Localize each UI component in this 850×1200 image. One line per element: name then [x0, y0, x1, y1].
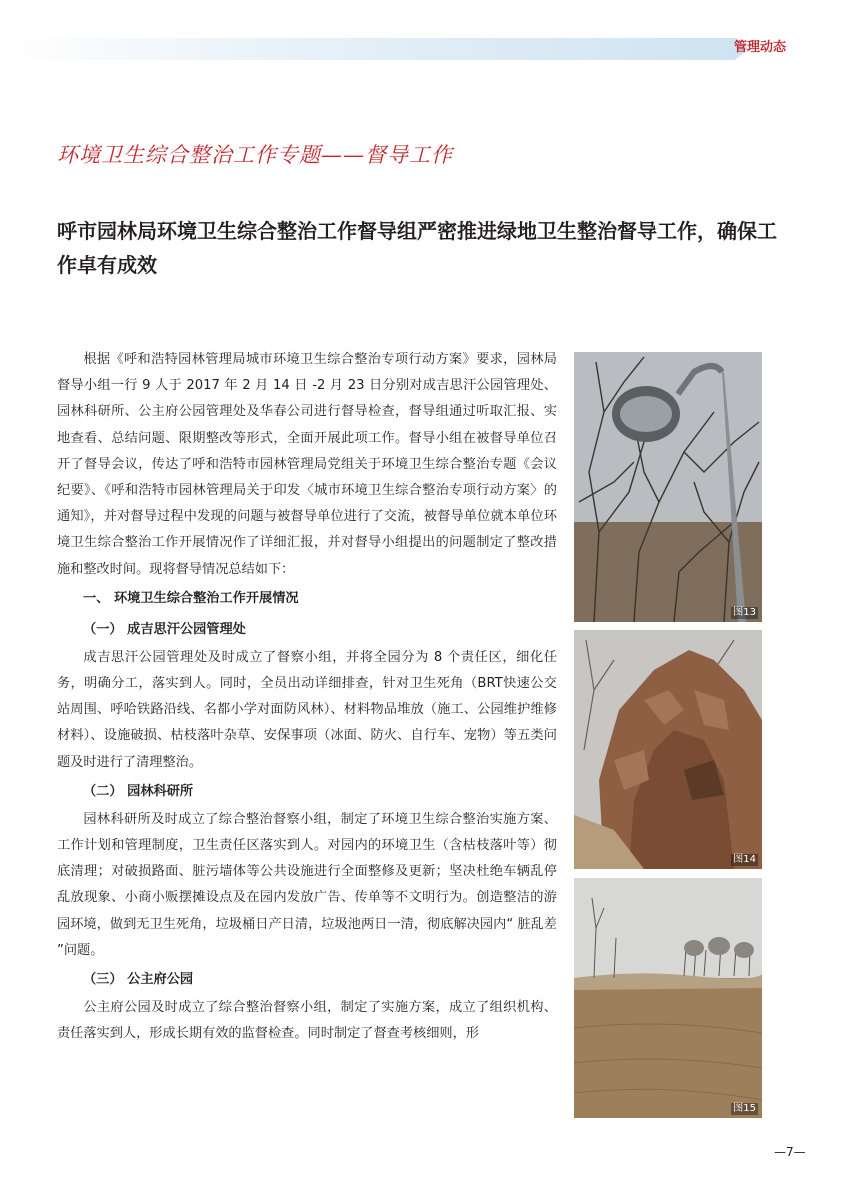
subsection-heading: （三） 公主府公园	[83, 972, 194, 988]
bare-field-photo	[574, 878, 762, 1118]
photo-caption: 图13	[733, 607, 756, 618]
subsection-heading: （一） 成吉思汗公园管理处	[83, 621, 246, 637]
column-title: 环境卫生综合整治工作专题——督导工作	[57, 143, 453, 167]
article-title: 呼市园林局环境卫生综合整治工作督导组严密推进绿地卫生整治督导工作，确保工作卓有成效	[57, 219, 777, 277]
section-heading: 一、 环境卫生综合整治工作开展情况	[83, 590, 299, 606]
subsection-paragraph: 公主府公园及时成立了综合整治督察小组，制定了实施方案，成立了组织机构、责任落实到人，形成长期有效的监督检查。同时制定了督查考核细则，形	[57, 1000, 557, 1042]
page-number: —7—	[774, 1145, 806, 1159]
rockery-photo	[574, 630, 762, 869]
photo-caption: 图14	[733, 854, 756, 865]
subsection-paragraph: 成吉思汗公园管理处及时成立了督察小组，并将全园分为 8 个责任区，细化任务，明确分工，落实到人。同时，全员出动详细排查，针对卫生死角（BRT快速公交站周围、呼哈铁路沿线、名都小学对面防风林）、材料物品堆放（施工、公园维护维修材料）、设施破损、枯枝落叶杂草、安保事项（冰面、防火、自行车、宠物）等五类问题及时进行了清理整治。	[57, 649, 557, 770]
article-body	[57, 347, 557, 1047]
intro-paragraph: 根据《呼和浩特园林管理局城市环境卫生综合整治专项行动方案》要求，园林局督导小组一行 9 人于 2017 年 2 月 14 日 -2 月 23 日分别对成吉思汗公园管理处、园林科研所、公主府公园管理处及华春公司进行督导检查，督导组通过听取汇报、实地查看、总结问题、限期整改等形式，全面开展此项工作。督导小组在被督导单位召开了督导会议，传达了呼和浩特市园林管理局党组关于环境卫生综合整治专题《会议纪要》、《呼和浩特市园林管理局关于印发〈城市环境卫生综合整治专项行动方案〉的通知》，并对督导过程中发现的问题与被督导单位进行了交流，被督导单位就本单位环境卫生综合整治工作开展情况作了详细汇报，并对督导小组提出的问题制定了整改措施和整改时间。现将督导情况总结如下：	[57, 352, 557, 577]
subsection-paragraph: 园林科研所及时成立了综合整治督察小组，制定了环境卫生综合整治实施方案、工作计划和管理制度，卫生责任区落实到人。对园内的环境卫生（含枯枝落叶等）彻底清理；对破损路面、脏污墙体等公共设施进行全面整修及更新；坚决杜绝车辆乱停乱放现象、小商小贩摆摊设点及在园内发放广告、传单等不文明行为。创造整洁的游园环境，做到无卫生死角，垃圾桶日产日清，垃圾池两日一清，彻底解决园内“ 脏乱差 ”问题。	[57, 811, 557, 958]
street-lamp-photo	[574, 352, 762, 622]
section-label: 管理动态	[734, 40, 787, 55]
header-band	[0, 38, 735, 60]
photo-caption: 图15	[733, 1103, 756, 1114]
subsection-heading: （二） 园林科研所	[83, 783, 194, 799]
